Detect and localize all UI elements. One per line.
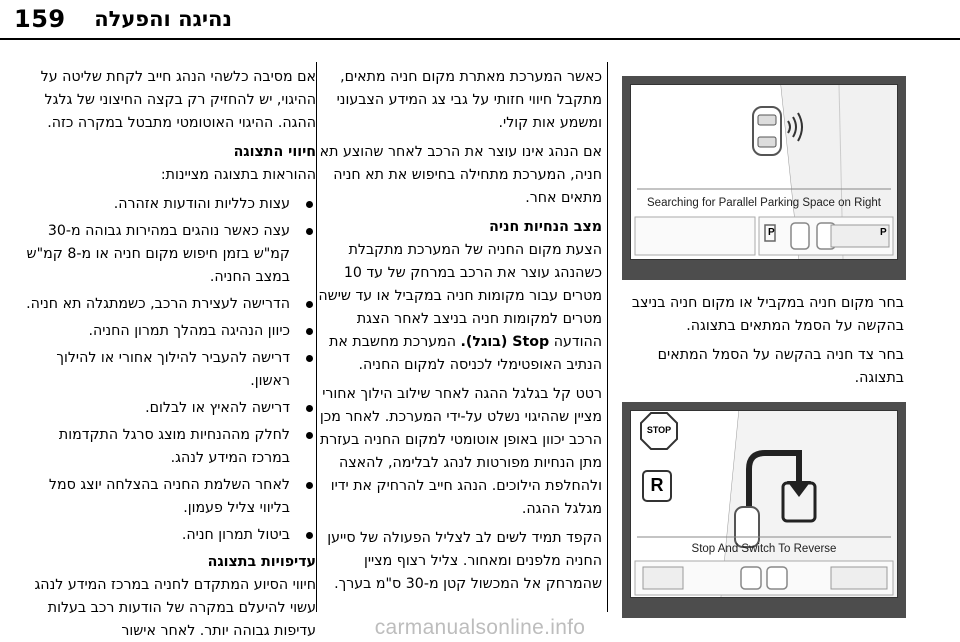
list-item: עצות כלליות והודעות אזהרה.: [26, 193, 316, 216]
paragraph-guidance: ההוראות בתצוגה מציינות:: [160, 167, 316, 183]
heading-display-guidance: חיווי התצוגה: [233, 144, 316, 160]
figure-message: Stop And Switch To Reverse: [691, 543, 837, 555]
paragraph-stop-distance: הצעת מקום החניה של המערכת מתקבלת כשהנהג עוצר את הרכב במרחק של עד 10 מטרים עבור מקומות חניה במקביל או עד שישה מטרים למקומות חניה בניצב לאחר הצגת ההודעה Stop (בוגל). המערכת מחשבת את הנתיב האופטימלי לכניסה למקום החניה.: [318, 242, 602, 373]
stop-sign-label: STOP: [646, 425, 672, 435]
caption-column: [610, 292, 904, 396]
paragraph-priorities: חיווי הסיוע המתקדם לחניה במרכז המידע לנהג עשוי להיעלם במקרה של הודעות רכב בעלות עדיפות גבוהה יותר. לאחר אישור: [34, 577, 316, 639]
bullet-icon: [306, 201, 313, 208]
text-column-middle: [318, 66, 602, 602]
heading-display-priorities: עדיפויות בתצוגה: [207, 554, 316, 570]
parking-space-strip: [631, 213, 897, 259]
figure-parking-search: [622, 76, 906, 280]
list-item: לחלק מההנחיות מוצג סרגל התקדמות במרכז המידע לנהג.: [26, 424, 316, 470]
car-icon: [753, 107, 781, 155]
list-item: דרישה להעביר להילוך אחורי או להילוך ראשון.: [26, 347, 316, 393]
list-item: דרישה להאיץ או לבלום.: [26, 397, 316, 420]
bullet-icon: [306, 482, 313, 489]
list-item: עצה כאשר נוהגים במהירות גבוהה מ-30 קמ"ש בזמן חיפוש מקום חניה או מ-8 קמ"ש במצב החניה.: [26, 220, 316, 289]
car-icon: [735, 507, 759, 547]
page-number: 159: [14, 5, 66, 33]
list-item: הדרישה לעצירת הרכב, כשמתגלה תא חניה.: [26, 293, 316, 316]
bullet-icon: [306, 228, 313, 235]
bullet-icon: [306, 432, 313, 439]
list-item: לאחר השלמת החניה בהצלחה יוצג סמל בליווי צליל פעמון.: [26, 474, 316, 520]
paragraph-reverse-gear: רטט קל בגלגל ההגה לאחר שילוב הילוך אחורי מציין שההיגוי נשלט על-ידי המערכת. לאחר מכן הרכב יכוון באופן אוטומטי למקום החניה בעזרת מתן הנחיות מפורטות לנהג לבלימה, להאצה ולהחלפת הילוכים. הנהג חייב להרחיק את ידיו מגלגל ההגה.: [319, 386, 602, 517]
watermark: carmanualsonline.info: [374, 616, 586, 639]
gear-label: R: [650, 475, 664, 495]
list-item: ביטול תמרון חניה.: [26, 524, 316, 547]
text-column-left: [26, 66, 316, 642]
stop-message: Stop (בוגל).: [460, 334, 550, 350]
paragraph-next-space: אם הנהג אינו עוצר את הרכב לאחר שהוצע תא חניה, המערכת מתחילה בחיפוש את תא חניה מתאים אחר.: [319, 144, 602, 206]
caption-parking-side: בחר צד חניה בהקשה על הסמל המתאים בתצוגה.: [657, 347, 904, 386]
paragraph-parking-sensor: הקפד תמיד לשים לב לצליל הפעולה של סייען החניה מלפנים ומאחור. צליל רצוף מציין שהמרחק אל המכשול קטן מ-30 ס"מ בערך.: [327, 530, 602, 592]
bullet-icon: [306, 405, 313, 412]
bullet-icon: [306, 301, 313, 308]
column-divider: [316, 62, 317, 612]
paragraph-intro: אם מסיבה כלשהי הנהג חייב לקחת שליטה על ההיגוי, יש להחזיק רק בקצה החיצוני של גלגל ההגה. ההיגוי האוטומטי מתבטל במקרה כזה.: [40, 69, 316, 131]
figure-stop-reverse: [622, 402, 906, 618]
header-rule: [0, 38, 960, 40]
bullet-icon: [306, 355, 313, 362]
list-item: כיוון הנהיגה במהלך תמרון החניה.: [26, 320, 316, 343]
parking-tile-right: P: [880, 227, 887, 238]
stop-reverse-illustration: [631, 411, 897, 598]
parking-tile-left: P: [768, 227, 775, 238]
guidance-list: [26, 193, 316, 547]
column-divider: [607, 62, 608, 612]
paragraph-space-found: כאשר המערכת מאתרת מקום חניה מתאים, מתקבל חיווי חזותי על גבי צג המידע הצבעוני ומשמע אות קולי.: [336, 69, 602, 131]
caption-parking-type: בחר מקום חניה במקביל או מקום חניה בניצב בהקשה על הסמל המתאים בתצוגה.: [631, 295, 904, 334]
section-title: נהיגה והפעלה: [94, 7, 232, 31]
bullet-icon: [306, 328, 313, 335]
bullet-icon: [306, 532, 313, 539]
figure-message: Searching for Parallel Parking Space on Right: [647, 197, 881, 209]
heading-guidance-mode: מצב הנחיות חניה: [489, 219, 602, 235]
